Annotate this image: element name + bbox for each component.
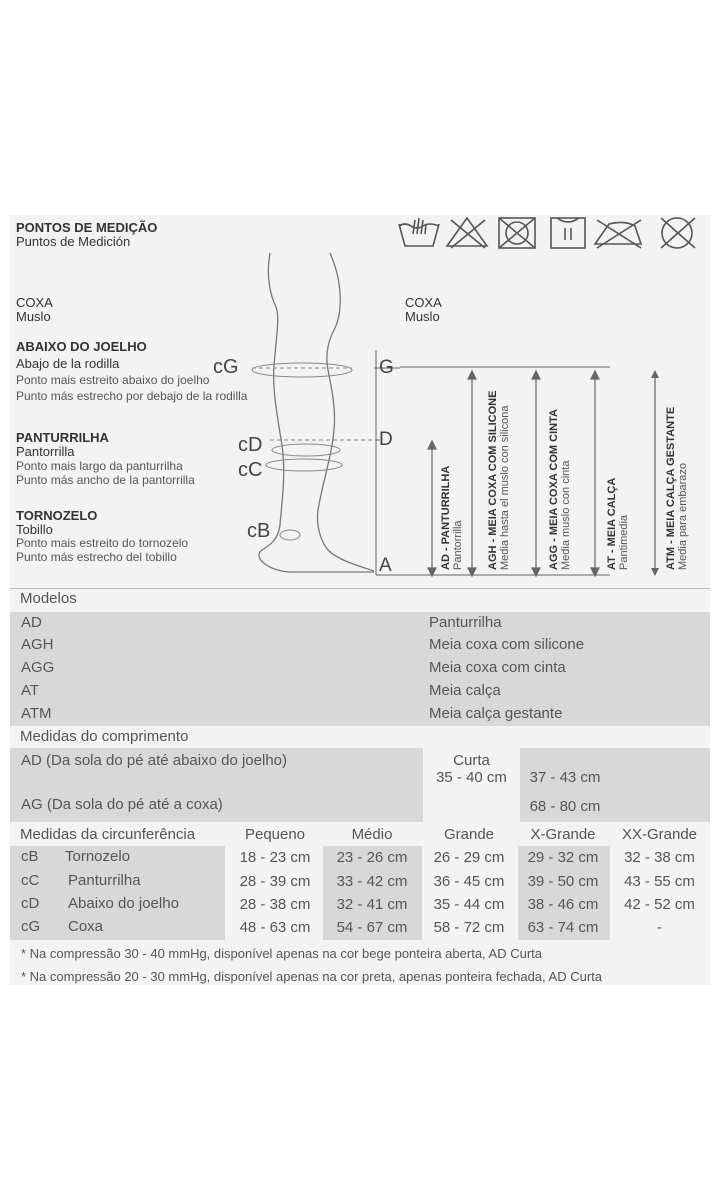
coxa-right-pt: COXA xyxy=(405,295,442,310)
size-header: Pequeno xyxy=(244,826,306,843)
atm-arrow xyxy=(650,368,660,578)
hand-wash-icon xyxy=(399,218,439,246)
circ-code: cC xyxy=(21,872,40,889)
separator xyxy=(10,588,710,589)
vlabel-agg: AGG - MEIA COXA COM CINTA Media muslo con cinta xyxy=(548,409,572,570)
circ-code: cD xyxy=(21,895,40,912)
circ-name: Coxa xyxy=(68,918,104,935)
coxa-label-pt: COXA xyxy=(16,295,53,310)
vlabel-agh: AGH - MEIA COXA COM SILICONE Media hasta el muslo con silicona xyxy=(487,390,511,570)
circ-value: 54 - 67 cm xyxy=(336,919,408,936)
length-ag-long: 68 - 80 cm xyxy=(529,798,601,815)
no-dry-clean-icon xyxy=(661,218,695,248)
measuring-title-es: Puntos de Medición xyxy=(16,234,131,249)
no-tumble-dry-icon xyxy=(499,218,535,248)
model-name: Meia calça xyxy=(429,682,501,699)
circ-code: cG xyxy=(21,918,41,935)
model-code: ATM xyxy=(21,705,52,722)
ankle-label-es: Tobillo xyxy=(16,522,53,537)
circ-value: 48 - 63 cm xyxy=(239,919,311,936)
size-header: X-Grande xyxy=(530,826,596,843)
calf-desc-es: Punto más ancho de la pantorrilla xyxy=(16,473,195,487)
model-code: AGG xyxy=(21,659,55,676)
circ-value: 39 - 50 cm xyxy=(527,873,599,890)
model-name: Meia calça gestante xyxy=(429,705,563,722)
length-ad-short: 35 - 40 cm xyxy=(436,769,507,786)
circ-value: 28 - 39 cm xyxy=(239,873,311,890)
circ-value: 36 - 45 cm xyxy=(433,873,505,890)
knee-desc-es: Punto más estrecho por debajo de la rodilla xyxy=(16,389,248,403)
length-curta: Curta xyxy=(453,752,490,769)
calf-label-es: Pantorrilla xyxy=(16,444,75,459)
measuring-title-pt: PONTOS DE MEDIÇÃO xyxy=(16,220,158,235)
length-ad-label: AD (Da sola do pé até abaixo do joelho) xyxy=(21,752,288,769)
coxa-right-es: Muslo xyxy=(405,309,440,324)
circ-value: 29 - 32 cm xyxy=(527,849,599,866)
calf-label-pt: PANTURRILHA xyxy=(16,430,109,445)
circ-value: 23 - 26 cm xyxy=(336,849,408,866)
models-header: Modelos xyxy=(20,590,77,607)
circ-value: 33 - 42 cm xyxy=(336,873,408,890)
circ-value: 43 - 55 cm xyxy=(624,873,695,890)
circ-name: Panturrilha xyxy=(68,872,141,889)
size-header: Médio xyxy=(351,826,393,843)
mark-cc: cC xyxy=(238,459,263,481)
model-name: Panturrilha xyxy=(429,614,502,631)
note-1: * Na compressão 30 - 40 mmHg, disponível apenas na cor bege ponteira aberta, AD Curta xyxy=(21,946,543,961)
mark-d: D xyxy=(379,429,393,450)
length-ad-long: 37 - 43 cm xyxy=(529,769,601,786)
note-2: * Na compressão 20 - 30 mmHg, disponível apenas na cor preta, apenas ponteira fechada, AD Curta xyxy=(21,969,602,984)
model-name: Meia coxa com cinta xyxy=(429,659,566,676)
circ-header: Medidas da circunferência xyxy=(20,826,196,843)
circ-value: 58 - 72 cm xyxy=(433,919,505,936)
model-name: Meia coxa com silicone xyxy=(429,636,585,653)
mark-cb: cB xyxy=(247,520,271,542)
circ-value: 63 - 74 cm xyxy=(527,919,599,936)
circ-value: 42 - 52 cm xyxy=(624,896,695,913)
care-icons xyxy=(395,212,710,252)
circ-value: 35 - 44 cm xyxy=(433,896,505,913)
mark-cd: cD xyxy=(238,434,263,456)
no-bleach-icon xyxy=(447,218,487,248)
size-header: XX-Grande xyxy=(621,826,698,843)
knee-label-es: Abajo de la rodilla xyxy=(16,356,120,371)
dry-flat-icon xyxy=(551,218,585,248)
calf-desc-pt: Ponto mais largo da panturrilha xyxy=(16,459,183,473)
ankle-desc-pt: Ponto mais estreito do tornozelo xyxy=(16,536,189,550)
circ-value: - xyxy=(657,919,662,936)
circ-code: cB xyxy=(21,848,39,865)
size-header: Grande xyxy=(443,826,495,843)
vlabel-ad: AD - PANTURRILHA Pantorrilla xyxy=(440,465,464,570)
circ-value: 32 - 38 cm xyxy=(624,849,695,866)
ankle-label-pt: TORNOZELO xyxy=(16,508,98,523)
mark-cg: cG xyxy=(213,356,239,378)
coxa-label-es: Muslo xyxy=(16,309,51,324)
circ-value: 28 - 38 cm xyxy=(239,896,311,913)
model-code: AGH xyxy=(21,636,54,653)
circ-name: Tornozelo xyxy=(65,848,131,865)
mark-a: A xyxy=(379,555,392,576)
circ-value: 32 - 41 cm xyxy=(336,896,408,913)
circ-value: 38 - 46 cm xyxy=(527,896,599,913)
circ-name: Abaixo do joelho xyxy=(68,895,179,912)
length-header: Medidas do comprimento xyxy=(20,728,189,745)
mark-g: G xyxy=(379,357,394,378)
circ-value: 18 - 23 cm xyxy=(239,849,311,866)
vlabel-atm: ATM - MEIA CALÇA GESTANTE Media para embarazo xyxy=(665,406,689,570)
knee-desc-pt: Ponto mais estreito abaixo do joelho xyxy=(16,373,210,387)
model-code: AD xyxy=(21,614,42,631)
models-shade xyxy=(10,612,710,726)
ankle-desc-es: Punto más estrecho del tobillo xyxy=(16,550,177,564)
vlabel-at: AT - MEIA CALÇA Pantimedia xyxy=(606,477,630,570)
knee-label-pt: ABAIXO DO JOELHO xyxy=(16,339,147,354)
no-iron-icon xyxy=(595,220,641,248)
model-code: AT xyxy=(21,682,40,699)
circ-value: 26 - 29 cm xyxy=(433,849,505,866)
length-ag-label: AG (Da sola do pé até a coxa) xyxy=(21,796,223,813)
